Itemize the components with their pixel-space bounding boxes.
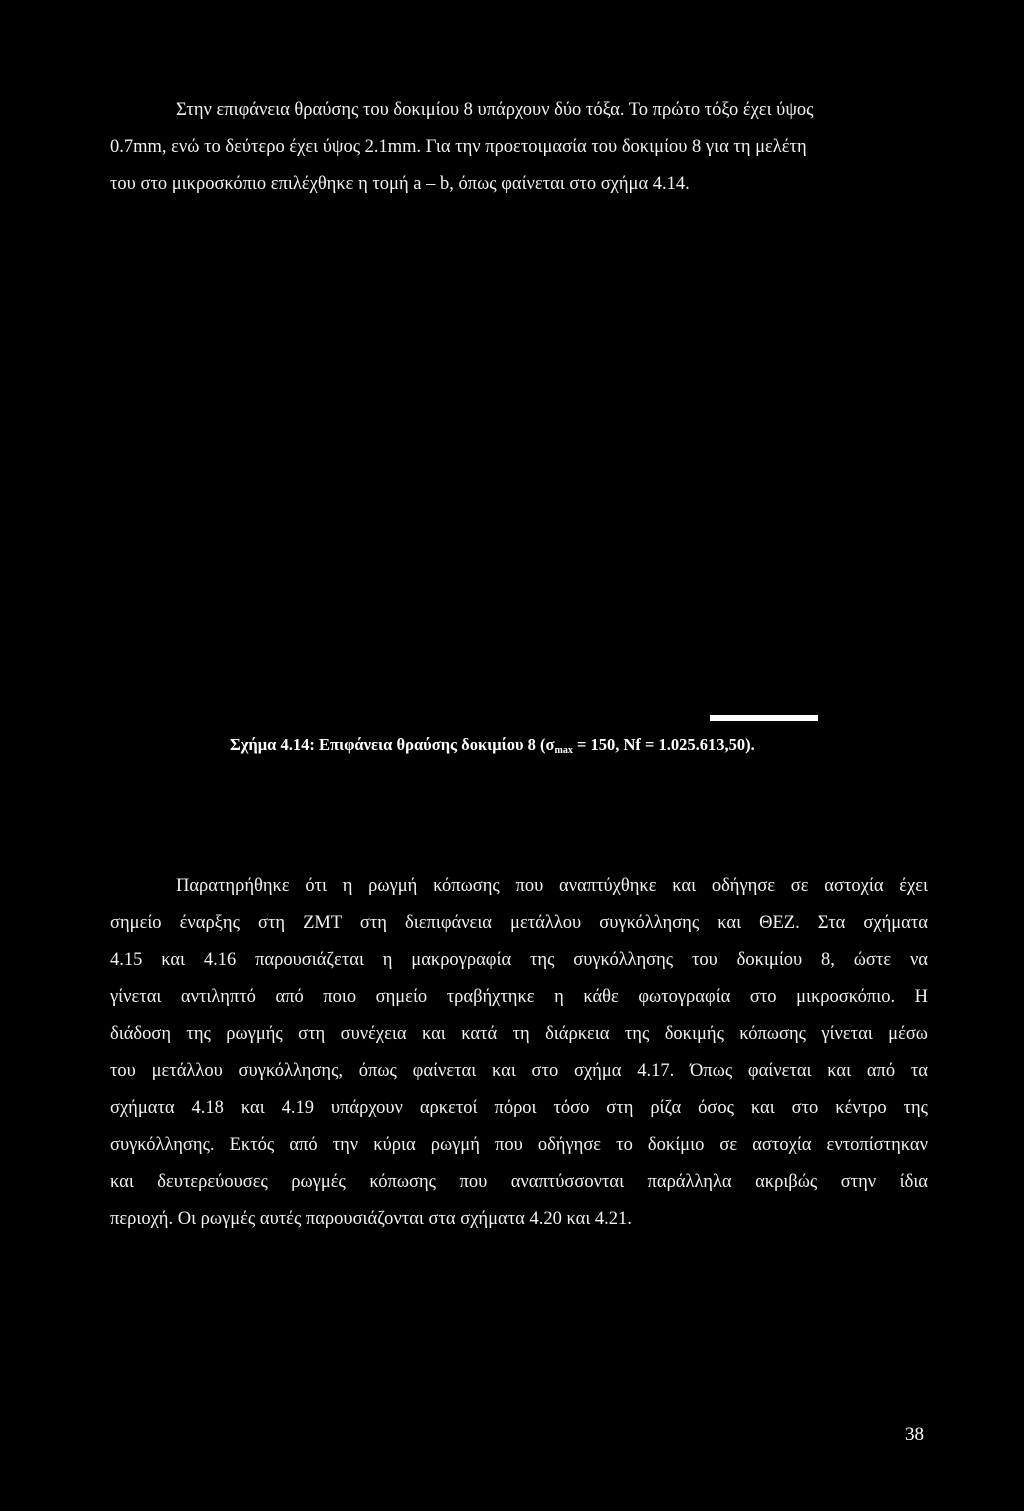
caption-prefix: Σχήμα 4.14: Επιφάνεια θραύσης δοκιμίου 8 (σ: [230, 735, 555, 754]
paragraph-line: σχήματα 4.18 και 4.19 υπάρχουν αρκετοί πόροι τόσο στη ρίζα όσος και στο κέντρο της: [110, 1098, 928, 1118]
paragraph-line: γίνεται αντιληπτό από ποιο σημείο τραβήχτηκε η κάθε φωτογραφία στο μικροσκόπιο. Η: [110, 987, 928, 1007]
paragraph-line: Παρατηρήθηκε ότι η ρωγμή κόπωσης που αναπτύχθηκε και οδήγησε σε αστοχία έχει: [176, 876, 928, 896]
paragraph-line: του μετάλλου συγκόλλησης, όπως φαίνεται και στο σχήμα 4.17. Όπως φαίνεται και από τα: [110, 1061, 928, 1081]
paragraph-line: διάδοση της ρωγμής στη συνέχεια και κατά τη διάρκεια της δοκιμής κόπωσης γίνεται μέσω: [110, 1024, 928, 1044]
caption-suffix: = 150, Nf = 1.025.613,50).: [572, 735, 755, 754]
figure-scale-bar: [710, 715, 818, 721]
paragraph-line: σημείο έναρξης στη ΖΜΤ στη διεπιφάνεια μετάλλου συγκόλλησης και ΘΕΖ. Στα σχήματα: [110, 913, 928, 933]
paragraph-line: 4.15 και 4.16 παρουσιάζεται η μακρογραφία της συγκόλλησης του δοκιμίου 8, ώστε να: [110, 950, 928, 970]
paragraph-fracture-surface: [110, 92, 928, 203]
paragraph-line: του στο μικροσκόπιο επιλέχθηκε η τομή a – b, όπως φαίνεται στο σχήμα 4.14.: [110, 174, 690, 194]
paragraph-line: και δευτερεύουσες ρωγμές κόπωσης που αναπτύσσονται παράλληλα ακριβώς στην ίδια: [110, 1172, 928, 1192]
caption-subscript: max: [554, 745, 573, 756]
paragraph-crack-observation: [110, 868, 928, 1238]
paragraph-line: περιοχή. Οι ρωγμές αυτές παρουσιάζονται στα σχήματα 4.20 και 4.21.: [110, 1209, 632, 1229]
figure-caption: [230, 735, 755, 756]
paragraph-line: Στην επιφάνεια θραύσης του δοκιμίου 8 υπάρχουν δύο τόξα. Το πρώτο τόξο έχει ύψος: [176, 100, 814, 120]
paragraph-line: συγκόλλησης. Εκτός από την κύρια ρωγμή που οδήγησε το δοκίμιο σε αστοχία εντοπίστηκαν: [110, 1135, 928, 1155]
page-number: 38: [905, 1424, 924, 1445]
figure-image-area: [110, 220, 928, 720]
paragraph-line: 0.7mm, ενώ το δεύτερο έχει ύψος 2.1mm. Για την προετοιμασία του δοκιμίου 8 για τη μελέτη: [110, 137, 807, 157]
